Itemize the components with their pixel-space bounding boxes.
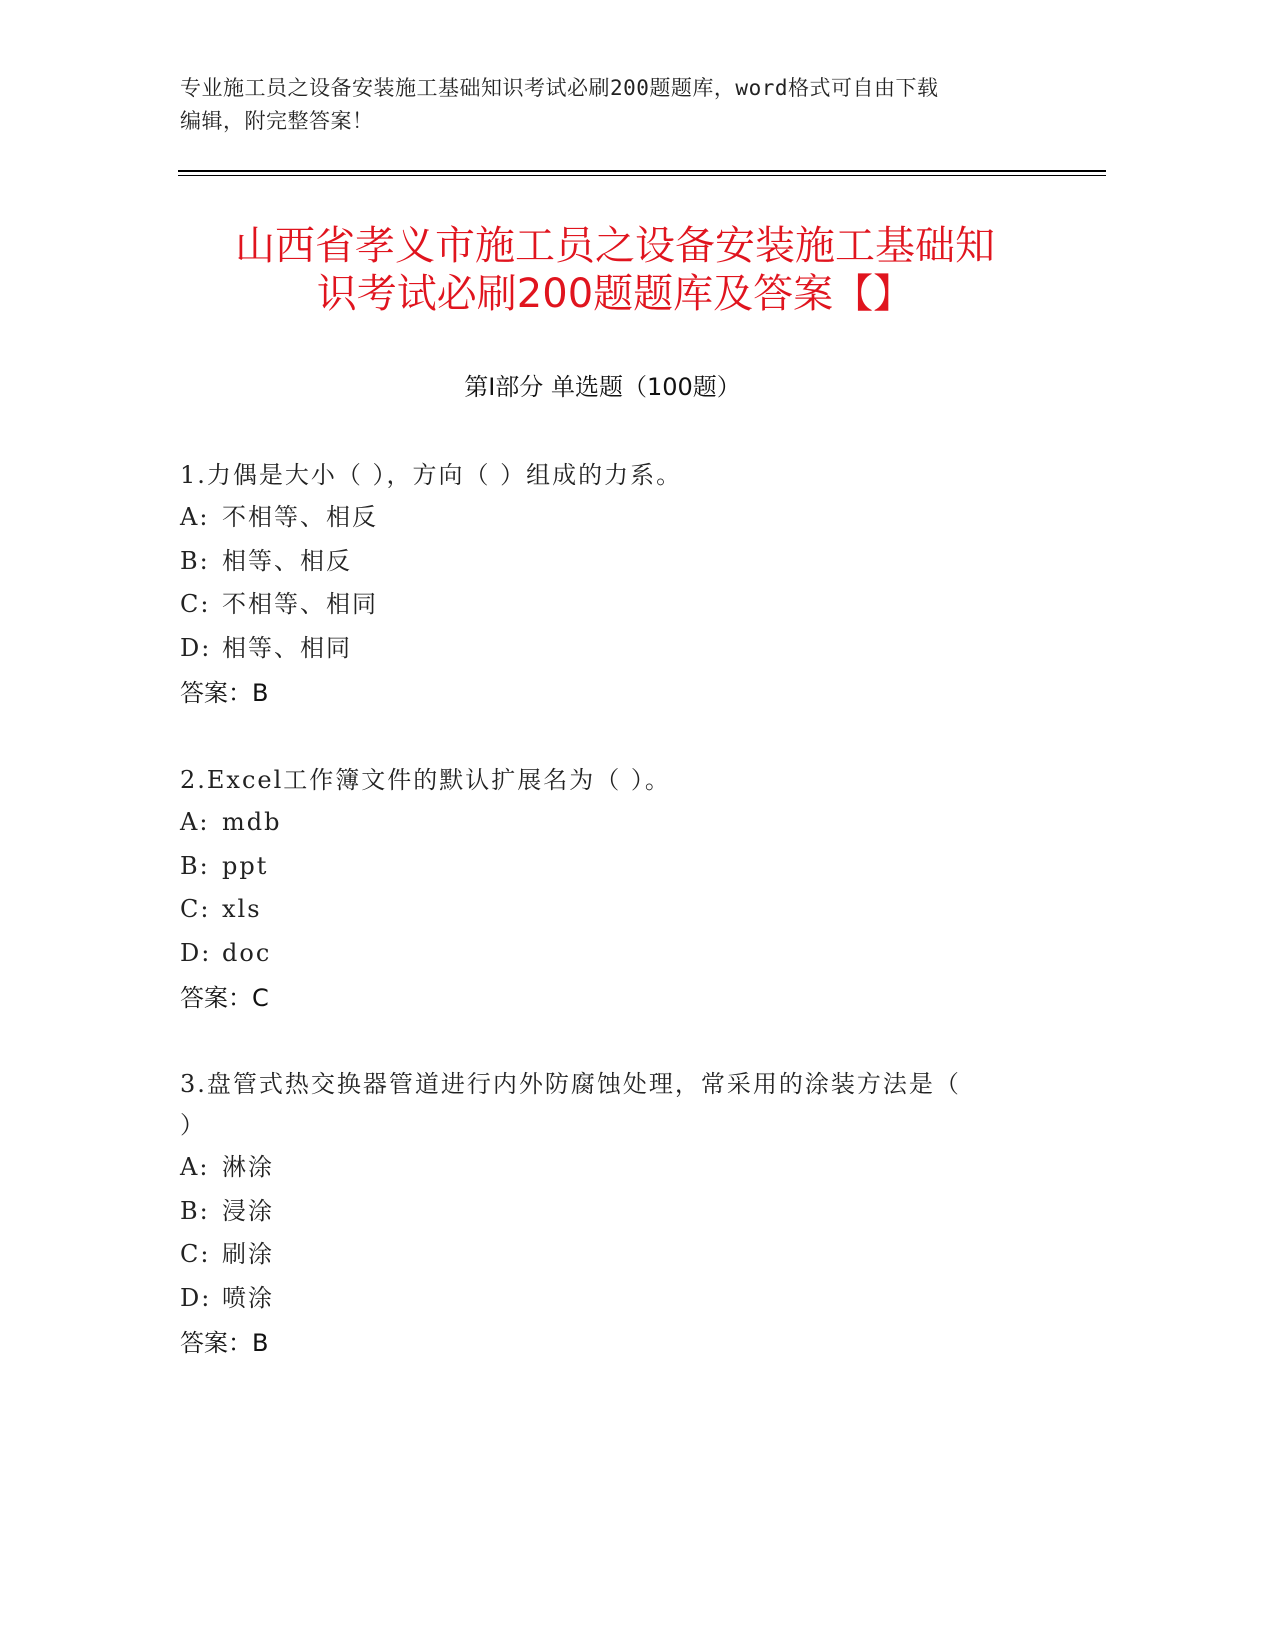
option-key: C: bbox=[180, 895, 211, 923]
option-key: D: bbox=[180, 1283, 212, 1312]
option-text: 刷涂 bbox=[222, 1240, 274, 1268]
header-note-line2: 编辑，附完整答案！ bbox=[180, 109, 374, 133]
option-key: B: bbox=[180, 546, 210, 575]
option-c bbox=[180, 1233, 1040, 1277]
document-title-line2: 识考试必刷200题题库及答案【】 bbox=[316, 271, 914, 317]
option-key: A: bbox=[180, 808, 210, 836]
option-a bbox=[180, 1146, 1040, 1190]
header-divider-thick bbox=[178, 170, 1106, 172]
question-2 bbox=[180, 760, 1040, 1020]
option-key: A: bbox=[180, 503, 210, 531]
option-a bbox=[180, 801, 1040, 845]
option-c bbox=[180, 888, 1040, 932]
option-d bbox=[180, 627, 1040, 671]
answer-text: 答案：B bbox=[180, 679, 269, 707]
option-d bbox=[180, 1277, 1040, 1321]
question-3 bbox=[180, 1064, 1040, 1365]
header-divider-thin bbox=[178, 175, 1106, 176]
option-text: 喷涂 bbox=[222, 1283, 274, 1312]
option-b bbox=[180, 540, 1040, 584]
option-a bbox=[180, 496, 1040, 540]
option-key: A: bbox=[180, 1153, 210, 1181]
document-title-line1: 山西省孝义市施工员之设备安装施工基础知 bbox=[235, 223, 995, 269]
option-text: 相等、相反 bbox=[222, 546, 352, 575]
section-heading: 第Ⅰ部分 单选题（100题） bbox=[464, 373, 741, 401]
option-d bbox=[180, 932, 1040, 976]
option-text: 浸涂 bbox=[222, 1196, 274, 1225]
option-key: D: bbox=[180, 633, 212, 662]
question-stem-line2: ） bbox=[180, 1111, 206, 1139]
option-key: C: bbox=[180, 1240, 211, 1268]
question-stem: 1.力偶是大小（ ），方向（ ）组成的力系。 bbox=[180, 461, 683, 489]
question-stem-line1: 3.盘管式热交换器管道进行内外防腐蚀处理，常采用的涂装方法是（ bbox=[180, 1070, 961, 1098]
option-key: B: bbox=[180, 851, 210, 880]
option-text: xls bbox=[222, 895, 262, 923]
option-key: D: bbox=[180, 938, 212, 967]
option-text: 相等、相同 bbox=[222, 633, 352, 662]
document-title bbox=[150, 222, 1080, 318]
option-text: doc bbox=[222, 938, 272, 967]
option-text: 淋涂 bbox=[222, 1153, 274, 1181]
option-text: mdb bbox=[222, 808, 282, 836]
answer-text: 答案：B bbox=[180, 1329, 269, 1357]
question-stem: 2.Excel工作簿文件的默认扩展名为（ ）。 bbox=[180, 766, 671, 794]
option-text: ppt bbox=[222, 851, 269, 880]
answer-text: 答案：C bbox=[180, 984, 269, 1012]
question-1 bbox=[180, 455, 1040, 715]
header-note-line1: 专业施工员之设备安装施工基础知识考试必刷200题题库，word格式可自由下载 bbox=[180, 76, 939, 100]
option-b bbox=[180, 1190, 1040, 1234]
option-b bbox=[180, 845, 1040, 889]
option-c bbox=[180, 583, 1040, 627]
option-text: 不相等、相同 bbox=[222, 590, 378, 618]
option-key: B: bbox=[180, 1196, 210, 1225]
option-text: 不相等、相反 bbox=[222, 503, 378, 531]
option-key: C: bbox=[180, 590, 211, 618]
header-note bbox=[180, 72, 1040, 138]
